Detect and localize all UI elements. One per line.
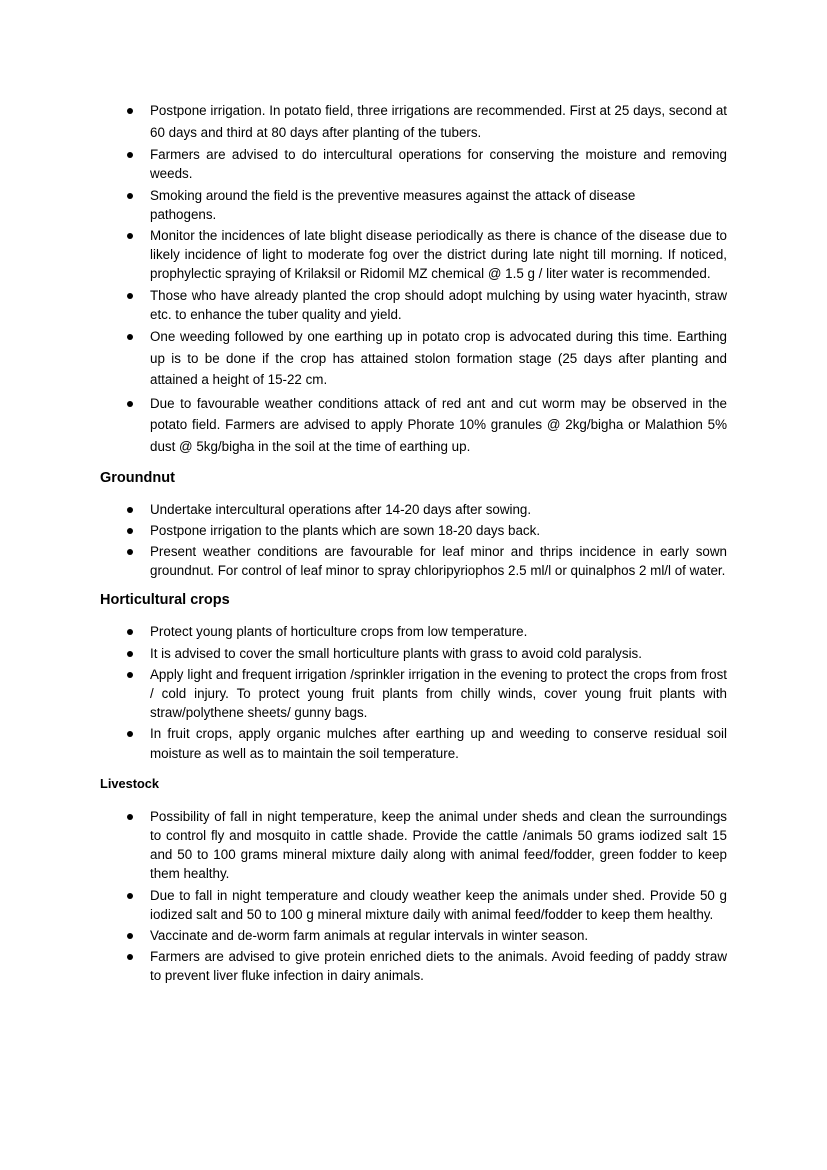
list-item [100,644,727,663]
bullet-icon [127,731,133,737]
list-item [100,145,727,183]
list-item-text: It is advised to cover the small horticulture plants with grass to avoid cold paralysis. [150,645,642,661]
list-item [100,521,727,540]
list-item [100,542,727,580]
bullet-icon [127,954,133,960]
bullet-icon [127,893,133,899]
list-item-text: Farmers are advised to give protein enriched diets to the animals. Avoid feeding of paddy straw to prevent liver fluke infection in dairy animals. [150,949,727,984]
list-item-text: Those who have already planted the crop should adopt mulching by using water hyacinth, straw etc. to enhance the tuber quality and yield. [150,287,727,322]
list-item-text: Undertake intercultural operations after 14-20 days after sowing. [150,501,532,517]
bullet-icon [127,528,133,534]
horticultural-list [100,622,727,762]
document-content [100,100,727,988]
list-item [100,947,727,985]
list-item [100,100,727,143]
list-item [100,393,727,458]
groundnut-list [100,500,727,581]
list-item-text: Farmers are advised to do intercultural operations for conserving the moisture and removing weeds. [150,147,727,182]
section-heading-groundnut: Groundnut [100,469,175,486]
bullet-icon [127,193,133,199]
livestock-list [100,807,727,986]
list-item [100,186,727,224]
bullet-icon [127,933,133,939]
list-item-text: Present weather conditions are favourable for leaf minor and thrips incidence in early sown groundnut. For control of leaf minor to spray chloripyriophos 2.5 ml/l or quinalphos 2 ml/l of water. [150,543,727,579]
list-item-text: In fruit crops, apply organic mulches after earthing up and weeding to conserve residual soil moisture as well as to maintain the soil temperature. [150,726,727,761]
list-item [100,622,727,641]
list-item-text: One weeding followed by one earthing up in potato crop is advocated during this time. Earthing up is to be done if the crop has attained stolon formation stage (25 days after planting and attained a height of 15-22 cm. [150,329,727,388]
list-item-text: Postpone irrigation. In potato field, three irrigations are recommended. First at 25 days, second at 60 days and third at 80 days after planting of the tubers. [150,103,727,140]
bullet-icon [127,629,133,635]
list-item-text: Due to favourable weather conditions attack of red ant and cut worm may be observed in the potato field. Farmers are advised to apply Phorate 10% granules @ 2kg/bigha or Malathion 5% dust @ 5kg/bigha in the soil at the time of earthing up. [150,395,727,454]
list-item [100,807,727,884]
bullet-icon [127,549,133,555]
list-item-text: Protect young plants of horticulture crops from low temperature. [150,624,528,640]
bullet-icon [127,108,133,114]
list-item [100,500,727,519]
bullet-icon [127,814,133,820]
list-item-text: Possibility of fall in night temperature, keep the animal under sheds and clean the surroundings to control fly and mosquito in cattle shade. Provide the cattle /animals 50 grams iodized salt 15 and 50 to 100 grams mineral mixture daily along with animal feed/fodder, green fodder to keep them healthy. [150,808,727,882]
bullet-icon [127,507,133,513]
bullet-icon [127,233,133,239]
list-item-text: Due to fall in night temperature and cloudy weather keep the animals under shed. Provide 50 g iodized salt and 50 to 100 g mineral mixture daily with animal feed/fodder to keep them healthy. [150,887,727,922]
bullet-icon [127,651,133,657]
list-item-text: Smoking around the field is the preventive measures against the attack of disease pathogens. [150,187,636,222]
list-item [100,226,727,284]
list-item [100,286,727,324]
bullet-icon [127,293,133,299]
section-heading-livestock: Livestock [100,775,160,791]
list-item [100,886,727,924]
list-item-text: Vaccinate and de-worm farm animals at regular intervals in winter season. [150,928,589,944]
list-item [100,665,727,723]
list-item [100,724,727,762]
bullet-icon [127,152,133,158]
list-item [100,326,727,391]
list-item-text: Apply light and frequent irrigation /sprinkler irrigation in the evening to protect the crops from frost / cold injury. To protect young fruit plants from chilly winds, cover young fruit plants with straw/polythene sheets/ gunny bags. [150,666,727,721]
bullet-icon [127,334,133,340]
list-item-text: Postpone irrigation to the plants which are sown 18-20 days back. [150,522,541,538]
bullet-icon [127,401,133,407]
list-item [100,926,727,945]
list-item-text: Monitor the incidences of late blight disease periodically as there is chance of the disease due to likely incidence of light to moderate fog over the district during late night till morning. If noticed, prophylectic spraying of Krilaksil or Ridomil MZ chemical @ 1.5 g / liter water is recommended. [150,228,727,282]
potato-list [100,100,727,458]
section-heading-horticultural: Horticultural crops [100,592,230,609]
bullet-icon [127,672,133,678]
